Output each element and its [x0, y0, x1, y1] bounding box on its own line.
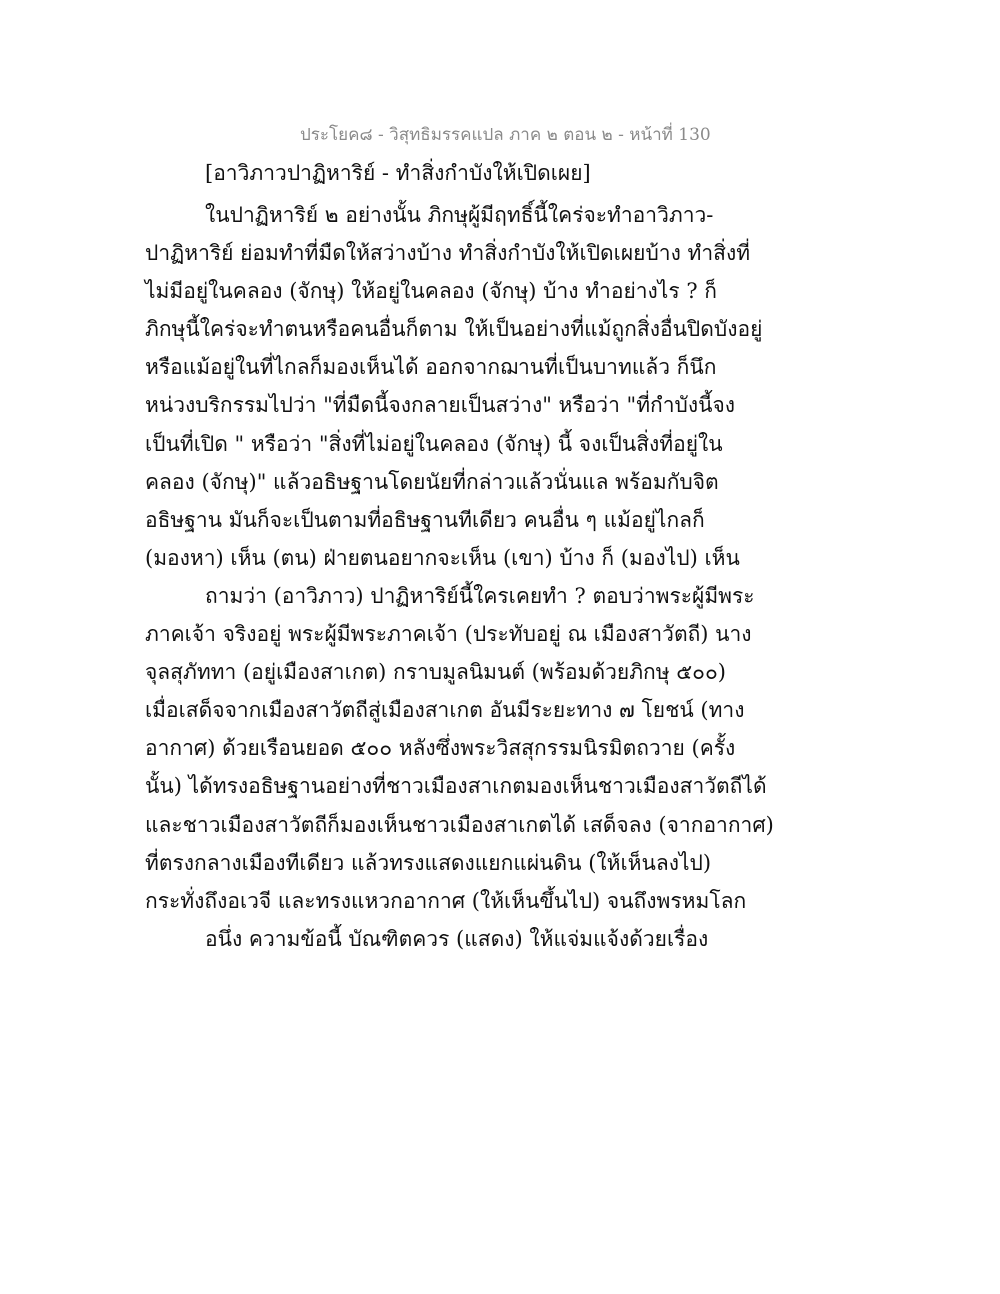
paragraph-line: (มองหา) เห็น (ตน) ฝ่ายตนอยากจะเห็น (เขา) บ้าง ก็ (มองไป) เห็น — [145, 545, 740, 570]
paragraph-line: อธิษฐาน มันก็จะเป็นตามที่อธิษฐานทีเดียว คนอื่น ๆ แม้อยู่ไกลก็ — [145, 507, 705, 532]
paragraph-line: หรือแม้อยู่ในที่ไกลก็มองเห็นได้ ออกจากฌานที่เป็นบาทแล้ว ก็นึก — [145, 355, 717, 380]
paragraph-line: จุลสุภัททา (อยู่เมืองสาเกต) กราบมูลนิมนต์ (พร้อมด้วยภิกษุ ๕๐๐) — [145, 660, 726, 685]
paragraph-line: ปาฏิหาริย์ ย่อมทำที่มืดให้สว่างบ้าง ทำสิ่งกำบังให้เปิดเผยบ้าง ทำสิ่งที่ — [145, 241, 751, 266]
body-text — [145, 196, 774, 958]
paragraph-line: คลอง (จักษุ)" แล้วอธิษฐานโดยนัยที่กล่าวแล้วนั่นแล พร้อมกับจิต — [145, 469, 719, 494]
section-heading: [อาวิภาวปาฏิหาริย์ - ทำสิ่งกำบังให้เปิดเผย] — [205, 161, 591, 185]
running-header: ประโยค๘ - วิสุทธิมรรคแปล ภาค ๒ ตอน ๒ - หน้าที่ 130 — [300, 125, 711, 145]
paragraph-line: และชาวเมืองสาวัตถีก็มองเห็นชาวเมืองสาเกตได้ เสด็จลง (จากอากาศ) — [145, 812, 774, 837]
paragraph-line: นั้น) ได้ทรงอธิษฐานอย่างที่ชาวเมืองสาเกตมองเห็นชาวเมืองสาวัตถีได้ — [145, 774, 767, 799]
paragraph-line: ถามว่า (อาวิภาว) ปาฏิหาริย์นี้ใครเคยทำ ? ตอบว่าพระผู้มีพระ — [205, 583, 755, 608]
paragraph-line: ภิกษุนี้ใคร่จะทำตนหรือคนอื่นก็ตาม ให้เป็นอย่างที่แม้ถูกสิ่งอื่นปิดบังอยู่ — [145, 317, 763, 342]
paragraph-line: ในปาฏิหาริย์ ๒ อย่างนั้น ภิกษุผู้มีฤทธิ์นี้ใคร่จะทำอาวิภาว- — [205, 203, 714, 227]
paragraph-line: อนึ่ง ความข้อนี้ บัณฑิตควร (แสดง) ให้แจ่มแจ้งด้วยเรื่อง — [205, 926, 709, 951]
paragraph-line: ที่ตรงกลางเมืองทีเดียว แล้วทรงแสดงแยกแผ่นดิน (ให้เห็นลงไป) — [145, 850, 712, 875]
paragraph-line: เป็นที่เปิด " หรือว่า "สิ่งที่ไม่อยู่ในคลอง (จักษุ) นี้ จงเป็นสิ่งที่อยู่ใน — [145, 431, 723, 456]
paragraph-line: เมื่อเสด็จจากเมืองสาวัตถีสู่เมืองสาเกต อันมีระยะทาง ๗ โยชน์ (ทาง — [145, 698, 745, 723]
paragraph-line: หน่วงบริกรรมไปว่า "ที่มืดนี้จงกลายเป็นสว่าง" หรือว่า "ที่กำบังนี้จง — [145, 393, 736, 418]
paragraph-line: ไม่มีอยู่ในคลอง (จักษุ) ให้อยู่ในคลอง (จักษุ) บ้าง ทำอย่างไร ? ก็ — [145, 279, 717, 304]
paragraph-line: ภาคเจ้า จริงอยู่ พระผู้มีพระภาคเจ้า (ประทับอยู่ ณ เมืองสาวัตถี) นาง — [145, 622, 752, 647]
paragraph-line: กระทั่งถึงอเวจี และทรงแหวกอากาศ (ให้เห็นขึ้นไป) จนถึงพรหมโลก — [145, 888, 747, 913]
paragraph-line: อากาศ) ด้วยเรือนยอด ๕๐๐ หลังซึ่งพระวิสสุกรรมนิรมิตถวาย (ครั้ง — [145, 736, 736, 761]
